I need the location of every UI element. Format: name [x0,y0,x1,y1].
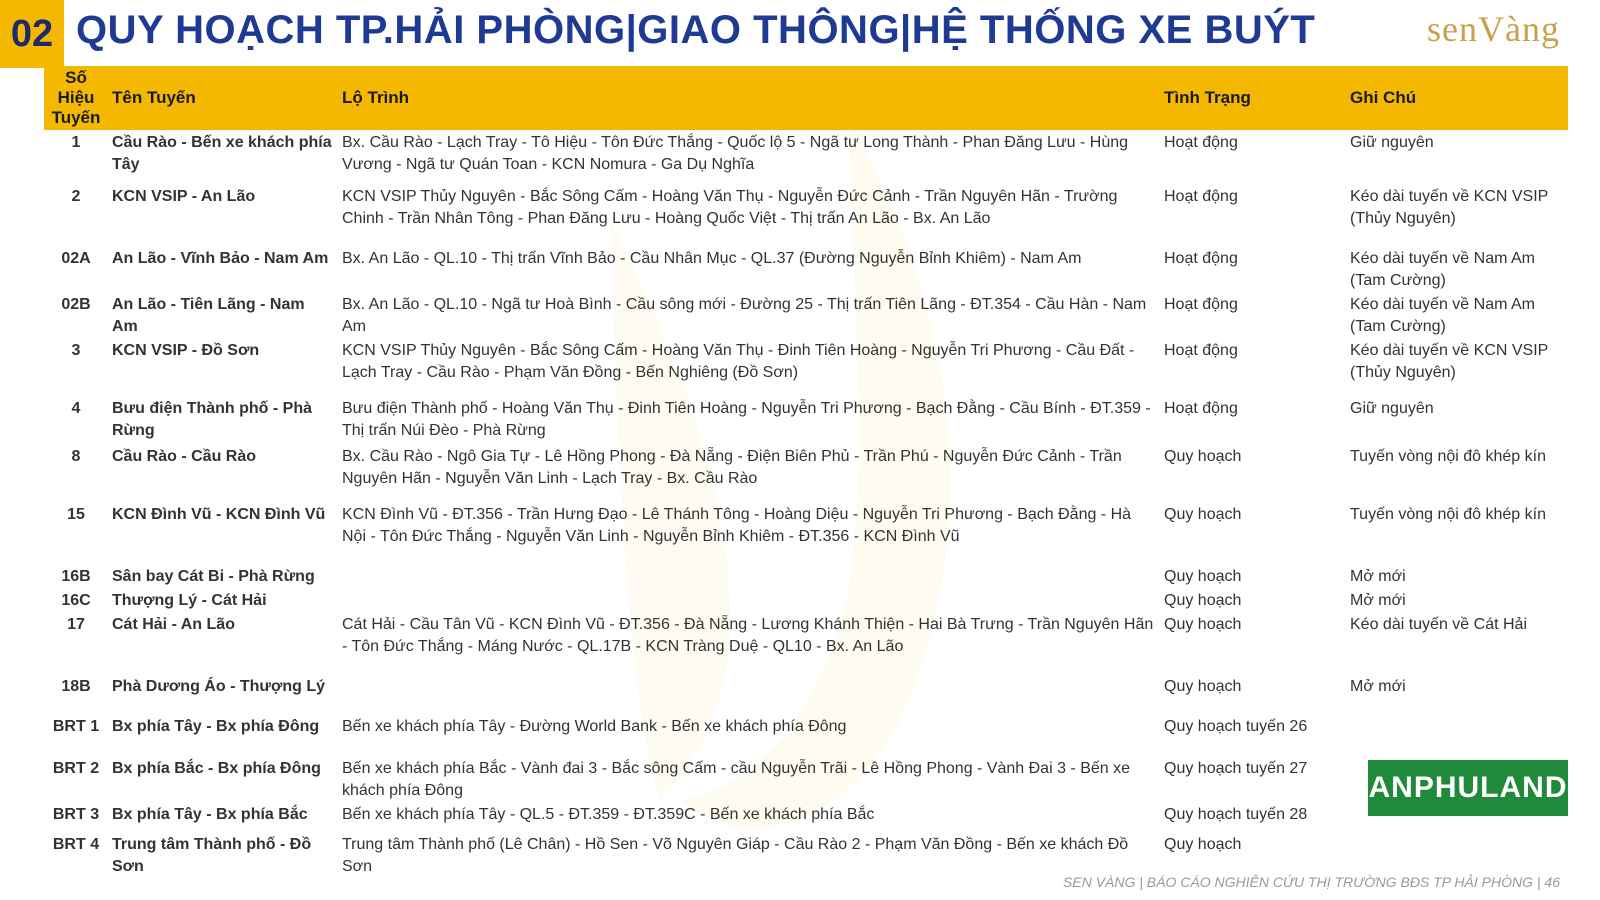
table-header-row [44,66,1568,130]
route-path [338,588,1160,612]
route-note: Kéo dài tuyến về Nam Am (Tam Cường) [1350,250,1535,289]
route-number: BRT 4 [52,836,100,853]
route-name: Cầu Rào - Cầu Rào [112,448,257,465]
route-number: BRT 1 [52,718,100,735]
table-row [44,674,1568,714]
route-status: Quy hoạch [1164,592,1242,609]
column-header-number: Số Hiệu Tuyến [51,68,101,127]
anphuland-logo-text: ANPHULAND [1368,771,1568,804]
route-name: Bx phía Tây - Bx phía Đông [112,718,320,735]
table-row [44,612,1568,674]
route-note: Kéo dài tuyến về KCN VSIP (Thủy Nguyên) [1350,188,1549,227]
route-status: Hoạt động [1164,188,1238,205]
route-path: Bến xe khách phía Tây - QL.5 - ĐT.359 - ĐT.359C - Bến xe khách phía Bắc [342,806,875,823]
route-path: KCN VSIP Thủy Nguyên - Bắc Sông Cấm - Hoàng Văn Thụ - Đinh Tiên Hoàng - Nguyễn Tri Phương - Cầu Đất - Lạch Tray - Cầu Rào - Phạm Văn Đồng - Bến Nghiêng (Đồ Sơn) [342,342,1135,381]
footer-text: SEN VÀNG | BÁO CÁO NGHIÊN CỨU THỊ TRƯỜNG BĐS TP HẢI PHÒNG | 46 [1063,874,1560,890]
column-header-route: Lộ Trình [342,88,410,107]
route-number: 02A [61,250,91,267]
route-path: Bx. An Lão - QL.10 - Thị trấn Vĩnh Bảo - Cầu Nhân Mục - QL.37 (Đường Nguyễn Bỉnh Khiêm) - Nam Am [342,250,1082,267]
route-note: Giữ nguyên [1350,400,1434,417]
route-status: Quy hoạch [1164,448,1242,465]
table-row [44,130,1568,184]
route-name: Cầu Rào - Bến xe khách phía Tây [112,134,332,173]
route-path: Bx. An Lão - QL.10 - Ngã tư Hoà Bình - Cầu sông mới - Đường 25 - Thị trấn Tiên Lãng - ĐT.354 - Cầu Hàn - Nam Am [342,296,1147,335]
table-row [44,184,1568,246]
route-status: Quy hoạch [1164,616,1242,633]
table-row [44,564,1568,588]
route-number: BRT 2 [52,760,100,777]
route-name: Bx phía Bắc - Bx phía Đông [112,760,321,777]
anphuland-logo [1368,760,1568,816]
route-path: Bến xe khách phía Tây - Đường World Bank - Bến xe khách phía Đông [342,718,847,735]
bus-routes-table-wrap [44,66,1568,878]
route-number: 02B [61,296,91,313]
table-row [44,396,1568,444]
route-path: Bx. Cầu Rào - Ngô Gia Tự - Lê Hồng Phong - Đà Nẵng - Điện Biên Phủ - Trần Phú - Nguyễn Đức Cảnh - Trần Nguyên Hãn - Nguyễn Văn Linh - Lạch Tray - Bx. Cầu Rào [342,448,1122,487]
table-row [44,588,1568,612]
table-row [44,444,1568,502]
route-note: Kéo dài tuyến về KCN VSIP (Thủy Nguyên) [1350,342,1549,381]
route-path [338,674,1160,714]
table-row [44,502,1568,564]
route-note: Mở mới [1350,592,1406,609]
table-row [44,832,1568,878]
table-row [44,246,1568,292]
route-status: Hoạt động [1164,250,1238,267]
column-header-status: Tình Trạng [1164,88,1251,107]
route-note [1346,832,1568,878]
section-number: 02 [0,0,64,68]
column-header-note: Ghi Chú [1350,88,1417,107]
table-row [44,292,1568,338]
route-number: 17 [67,616,85,633]
route-path: KCN VSIP Thủy Nguyên - Bắc Sông Cấm - Hoàng Văn Thụ - Nguyễn Đức Cảnh - Trần Nguyên Hãn - Trường Chinh - Trần Nhân Tông - Phan Đăng Lưu - Hoàng Quốc Việt - Thị trấn An Lão - Bx. An Lão [342,188,1118,227]
route-status: Hoạt động [1164,296,1238,313]
route-number: 16C [61,592,91,609]
page-title: QUY HOẠCH TP.HẢI PHÒNG|GIAO THÔNG|HỆ THỐNG XE BUÝT [76,8,1316,52]
route-number: 16B [61,568,91,585]
route-path: Trung tâm Thành phố (Lê Chân) - Hồ Sen - Võ Nguyên Giáp - Cầu Rào 2 - Phạm Văn Đồng - Bến xe khách Đồ Sơn [342,836,1129,875]
route-note [1346,714,1568,756]
route-name: KCN VSIP - An Lão [112,188,256,205]
senvang-logo-text: senVàng [1427,9,1560,49]
table-row [44,714,1568,756]
route-name: Sân bay Cát Bi - Phà Rừng [112,568,315,585]
route-note: Mở mới [1350,568,1406,585]
route-status: Hoạt động [1164,342,1238,359]
route-name: KCN VSIP - Đồ Sơn [112,342,260,359]
table-row [44,756,1568,802]
column-header-name: Tên Tuyến [112,88,196,107]
route-status: Hoạt động [1164,400,1238,417]
route-path: Cát Hải - Cầu Tân Vũ - KCN Đình Vũ - ĐT.356 - Đà Nẵng - Lương Khánh Thiện - Hai Bà Trưng - Trần Nguyên Hãn - Tôn Đức Thắng - Máng Nước - QL.17B - KCN Tràng Duệ - QL10 - Bx. An Lão [342,616,1154,655]
table-row [44,338,1568,396]
route-status: Hoạt động [1164,134,1238,151]
route-number: 18B [61,678,91,695]
route-status: Quy hoạch [1164,678,1242,695]
route-path: Bưu điện Thành phố - Hoàng Văn Thụ - Đinh Tiên Hoàng - Nguyễn Tri Phương - Bạch Đằng - Cầu Bính - ĐT.359 - Thị trấn Núi Đèo - Phà Rừng [342,400,1151,439]
route-path [338,564,1160,588]
route-number: 8 [71,448,81,465]
table-row [44,802,1568,832]
route-number: 1 [71,134,81,151]
route-note: Kéo dài tuyến về Nam Am (Tam Cường) [1350,296,1535,335]
route-note: Kéo dài tuyến về Cát Hải [1350,616,1527,633]
route-name: Trung tâm Thành phố - Đồ Sơn [112,836,312,875]
route-status: Quy hoạch [1164,506,1242,523]
route-number: 4 [71,400,81,417]
route-name: Bưu điện Thành phố - Phà Rừng [112,400,313,439]
route-status: Quy hoạch [1164,568,1242,585]
route-status: Quy hoạch tuyến 26 [1164,718,1308,735]
senvang-logo [1427,8,1560,50]
route-path: KCN Đình Vũ - ĐT.356 - Trần Hưng Đạo - Lê Thánh Tông - Hoàng Diệu - Nguyễn Tri Phương - Bạch Đằng - Hà Nội - Tôn Đức Thắng - Nguyễn Văn Linh - Nguyễn Bỉnh Khiêm - ĐT.356 - KCN Đình Vũ [342,506,1132,545]
route-note: Mở mới [1350,678,1406,695]
route-path: Bến xe khách phía Bắc - Vành đai 3 - Bắc sông Cấm - cầu Nguyễn Trãi - Lê Hồng Phong - Vành Đai 3 - Bến xe khách phía Đông [342,760,1130,799]
route-number: 15 [67,506,85,523]
route-name: Cát Hải - An Lão [112,616,235,633]
route-status: Quy hoạch tuyến 28 [1164,806,1308,823]
route-name: An Lão - Tiên Lãng - Nam Am [112,296,305,335]
bus-routes-table [44,66,1568,878]
route-note: Tuyến vòng nội đô khép kín [1350,448,1546,465]
route-number: 3 [71,342,81,359]
route-name: Bx phía Tây - Bx phía Bắc [112,806,308,823]
route-name: Thượng Lý - Cát Hải [112,592,267,609]
route-name: An Lão - Vĩnh Bảo - Nam Am [112,250,329,267]
route-number: BRT 3 [52,806,100,823]
route-number: 2 [71,188,81,205]
route-name: Phà Dương Áo - Thượng Lý [112,678,326,695]
route-note: Tuyến vòng nội đô khép kín [1350,506,1546,523]
route-status: Quy hoạch tuyến 27 [1164,760,1308,777]
route-path: Bx. Cầu Rào - Lạch Tray - Tô Hiệu - Tôn Đức Thắng - Quốc lộ 5 - Ngã tư Long Thành - Phan Đăng Lưu - Hùng Vương - Ngã tư Quán Toan - KCN Nomura - Ga Dụ Nghĩa [342,134,1129,173]
route-note: Giữ nguyên [1350,134,1434,151]
route-status: Quy hoạch [1164,836,1242,853]
route-name: KCN Đình Vũ - KCN Đình Vũ [112,506,326,523]
